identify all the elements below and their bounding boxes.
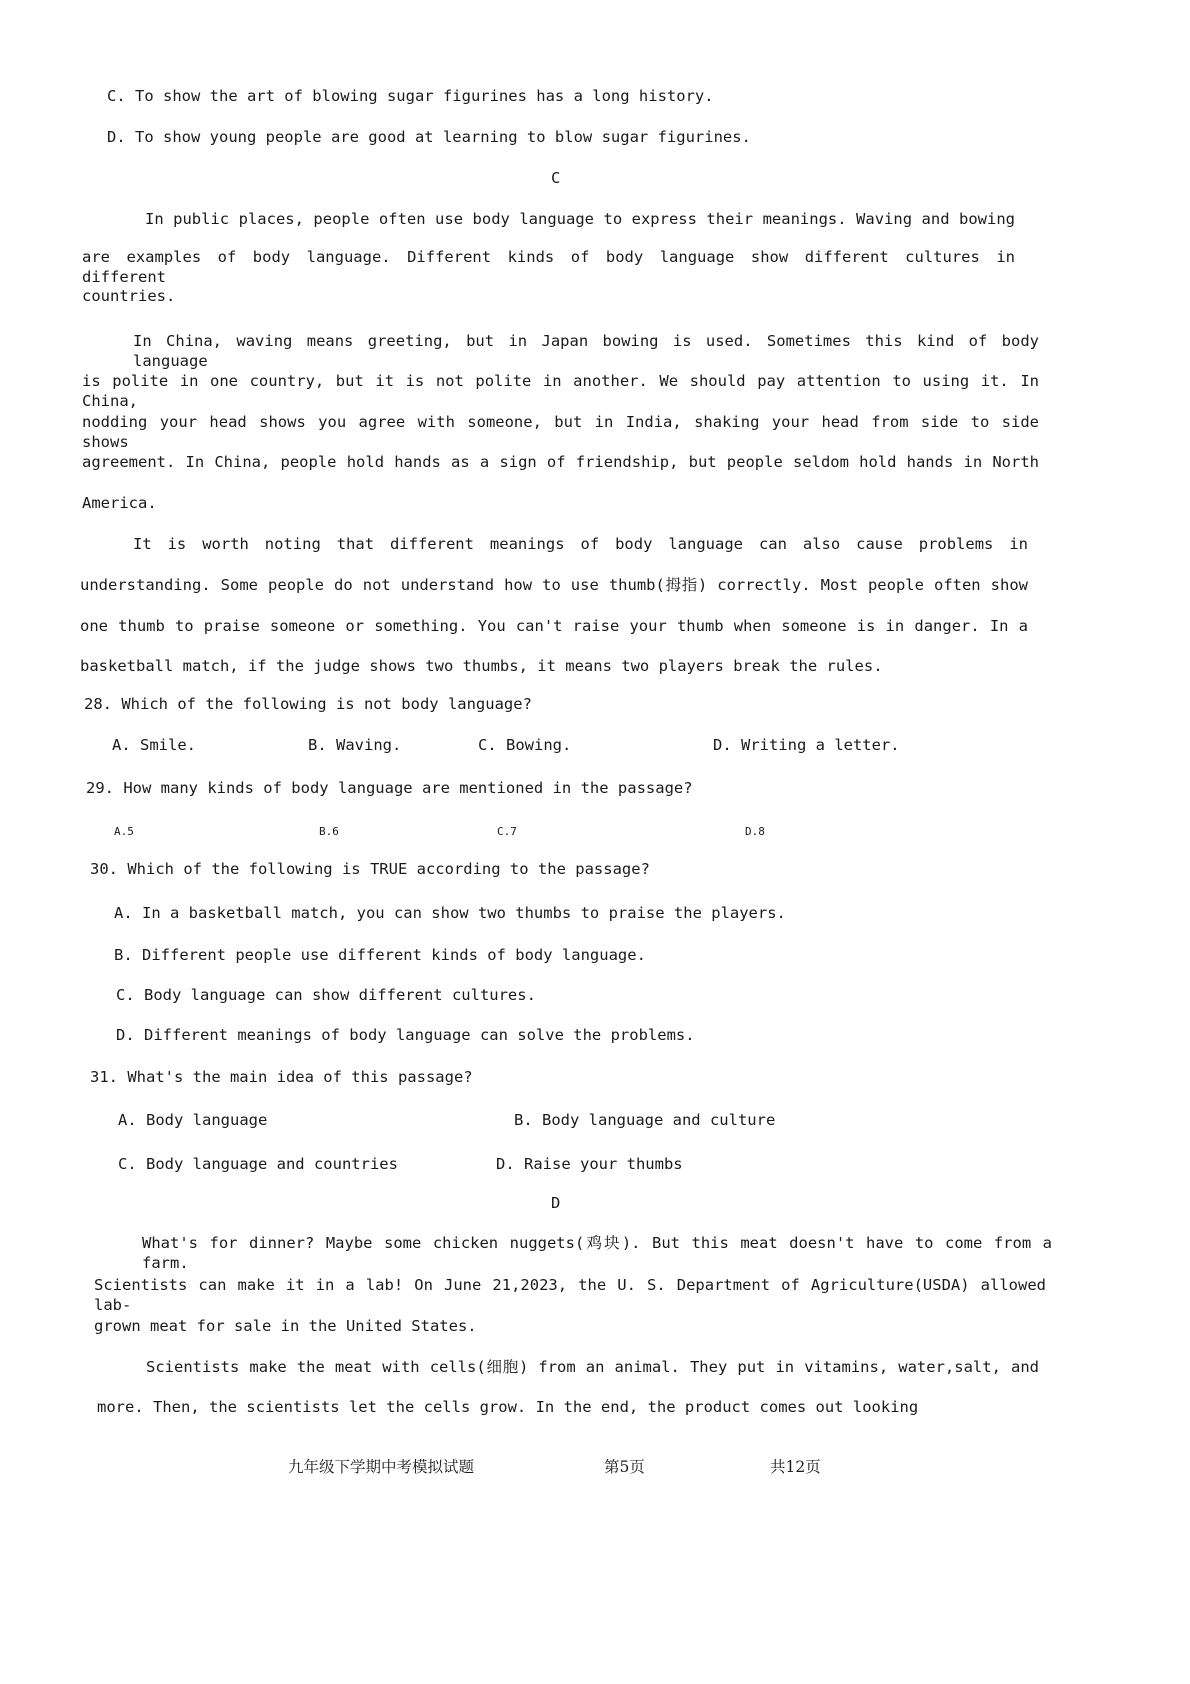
section-d-heading: D bbox=[551, 1194, 561, 1212]
question-30-option-b: B. Different people use different kinds of body language. bbox=[114, 946, 646, 964]
passage-c-p2-line3: nodding your head shows you agree with someone, but in India, shaking your head from side to side shows bbox=[82, 413, 1039, 451]
passage-d-p2-line2: more. Then, the scientists let the cells grow. In the end, the product comes out looking bbox=[97, 1398, 919, 1416]
passage-d-p2-line1: Scientists make the meat with cells(细胞) from an animal. They put in vitamins, water,salt, and bbox=[146, 1358, 1039, 1376]
question-29-option-a: A.5 bbox=[114, 825, 134, 838]
passage-c-p3-line1: It is worth noting that different meanings of body language can also cause problems in bbox=[133, 535, 1028, 553]
question-29-option-d: D.8 bbox=[745, 825, 765, 838]
section-c-heading: C bbox=[551, 169, 561, 187]
passage-c-p2-line5: America. bbox=[82, 494, 157, 512]
question-28-option-c: C. Bowing. bbox=[478, 736, 572, 754]
passage-c-p2-line2: is polite in one country, but it is not polite in another. We should pay attention to using it. In China, bbox=[82, 372, 1039, 410]
question-31-stem: 31. What's the main idea of this passage? bbox=[90, 1068, 473, 1086]
passage-c-p2-line4: agreement. In China, people hold hands as a sign of friendship, but people seldom hold hands in North bbox=[82, 453, 1039, 471]
question-31-option-b: B. Body language and culture bbox=[514, 1111, 776, 1129]
footer-page-number: 第5页 bbox=[604, 1458, 645, 1476]
question-29-stem: 29. How many kinds of body language are mentioned in the passage? bbox=[86, 779, 693, 797]
question-28-stem: 28. Which of the following is not body language? bbox=[84, 695, 532, 713]
prev-option-c: C. To show the art of blowing sugar figurines has a long history. bbox=[107, 87, 714, 105]
prev-option-d: D. To show young people are good at learning to blow sugar figurines. bbox=[107, 128, 751, 146]
passage-c-p1-line3: countries. bbox=[82, 287, 176, 305]
question-29-option-c: C.7 bbox=[497, 825, 517, 838]
question-28-option-b: B. Waving. bbox=[308, 736, 402, 754]
passage-d-p1-line1: What's for dinner? Maybe some chicken nuggets(鸡块). But this meat doesn't have to come from a farm. bbox=[142, 1234, 1052, 1272]
footer-exam-title: 九年级下学期中考模拟试题 bbox=[288, 1458, 475, 1476]
question-29-option-b: B.6 bbox=[319, 825, 339, 838]
question-31-option-c: C. Body language and countries bbox=[118, 1155, 398, 1173]
passage-d-p1-line2: Scientists can make it in a lab! On June 21,2023, the U. S. Department of Agriculture(USDA) allowed lab- bbox=[94, 1276, 1046, 1314]
footer-total-pages: 共12页 bbox=[770, 1458, 821, 1476]
passage-d-p1-line3: grown meat for sale in the United States. bbox=[94, 1317, 477, 1335]
question-31-option-d: D. Raise your thumbs bbox=[496, 1155, 683, 1173]
question-30-option-a: A. In a basketball match, you can show two thumbs to praise the players. bbox=[114, 904, 786, 922]
passage-c-p2-line1: In China, waving means greeting, but in Japan bowing is used. Sometimes this kind of body language bbox=[133, 332, 1039, 370]
passage-c-p1-line2: are examples of body language. Different kinds of body language show different cultures in different bbox=[82, 248, 1015, 286]
question-30-option-c: C. Body language can show different cultures. bbox=[116, 986, 536, 1004]
question-28-option-a: A. Smile. bbox=[112, 736, 196, 754]
question-28-option-d: D. Writing a letter. bbox=[713, 736, 900, 754]
question-30-stem: 30. Which of the following is TRUE according to the passage? bbox=[90, 860, 650, 878]
question-31-option-a: A. Body language bbox=[118, 1111, 268, 1129]
passage-c-p3-line3: one thumb to praise someone or something. You can't raise your thumb when someone is in danger. In a bbox=[80, 617, 1028, 635]
passage-c-p3-line4: basketball match, if the judge shows two thumbs, it means two players break the rules. bbox=[80, 657, 883, 675]
question-30-option-d: D. Different meanings of body language can solve the problems. bbox=[116, 1026, 695, 1044]
passage-c-p1-line1: In public places, people often use body language to express their meanings. Waving and bowing bbox=[145, 210, 1015, 228]
passage-c-p3-line2: understanding. Some people do not understand how to use thumb(拇指) correctly. Most people often show bbox=[80, 576, 1028, 594]
